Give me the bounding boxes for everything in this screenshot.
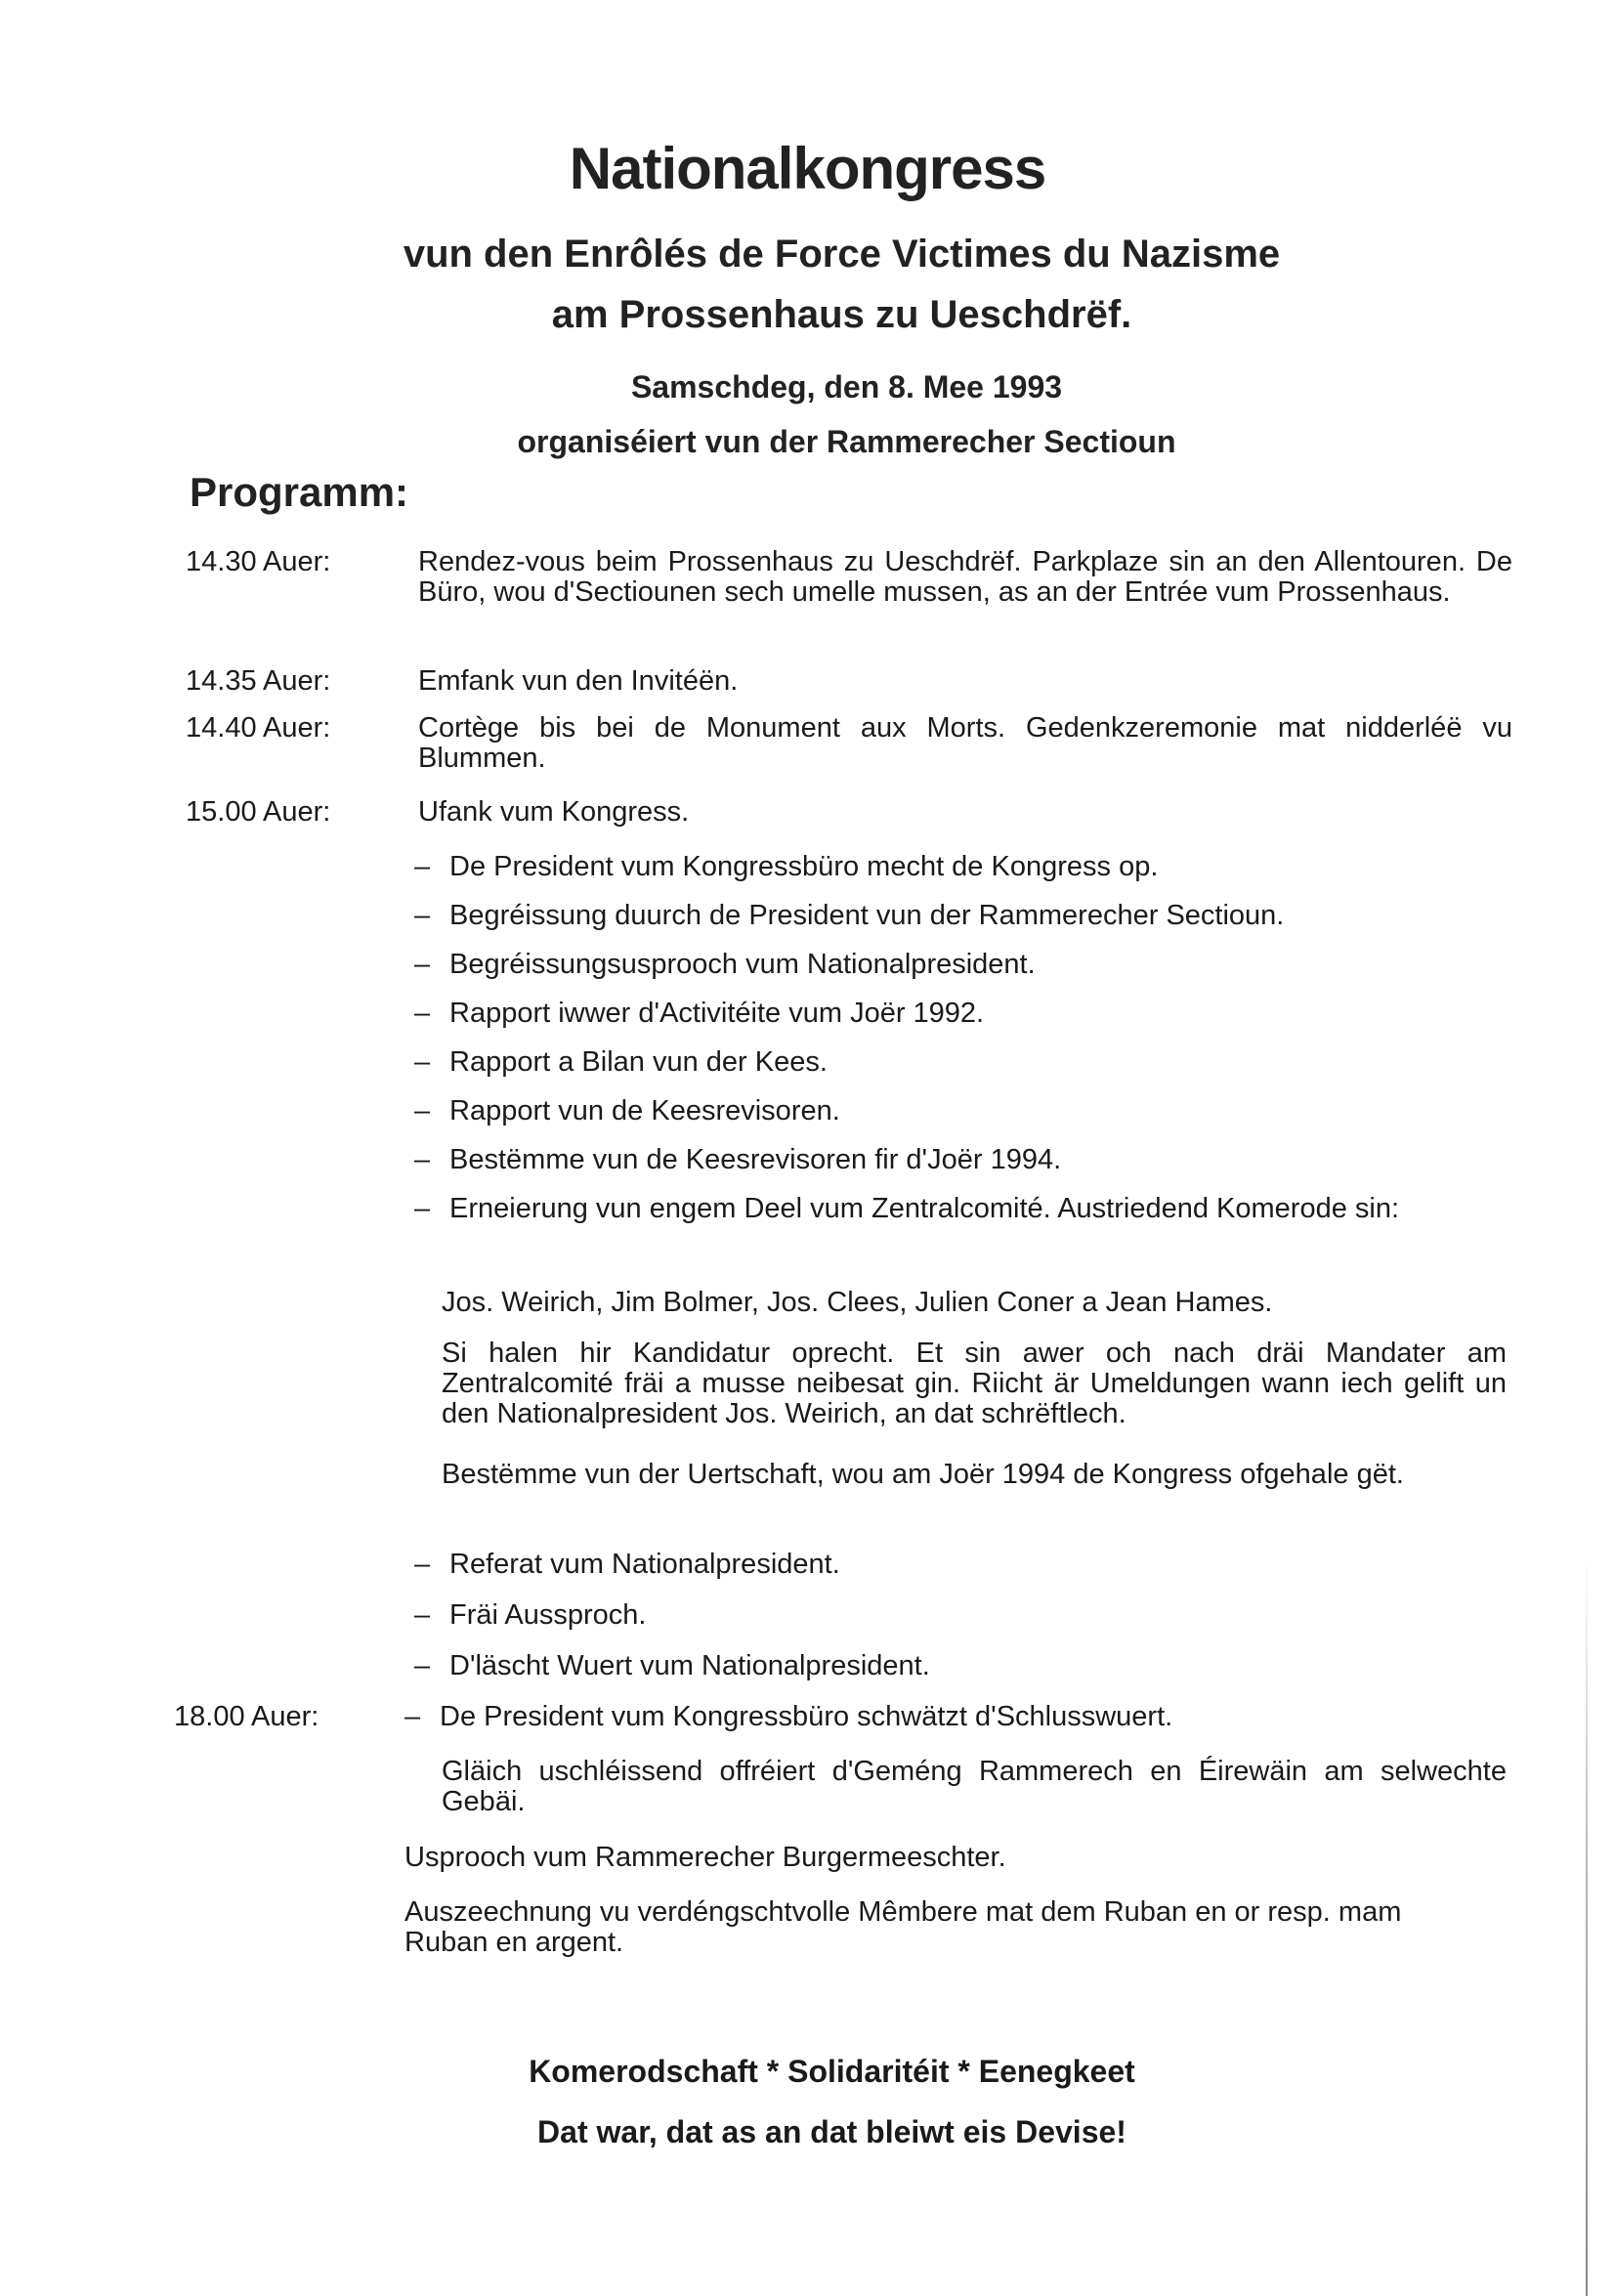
- dash: –: [414, 1193, 431, 1224]
- schedule-time: 14.30 Auer:: [186, 546, 331, 577]
- subtitle-organization: vun den Enrôlés de Force Victimes du Nazisme: [403, 233, 1281, 276]
- organizer-line: organiséiert vun der Rammerecher Sectioun: [517, 424, 1176, 459]
- schedule-time: 14.35 Auer:: [186, 665, 331, 697]
- location-note: Bestëmme vun der Uertschaft, wou am Joër 1994 de Kongress ofgehale gët.: [442, 1459, 1404, 1490]
- dash: –: [414, 1599, 431, 1631]
- subtitle-venue: am Prossenhaus zu Ueschdrëf.: [551, 293, 1132, 336]
- page-title: Nationalkongress: [569, 136, 1046, 201]
- awards-note: Auszeechnung vu verdéngschtvolle Mêmbere mat dem Ruban en or resp. mam Ruban en argent.: [404, 1896, 1402, 1958]
- schedule-text: Cortège bis bei de Monument aux Morts. Gedenkzeremonie mat nidderléë vu Blummen.: [418, 712, 1512, 774]
- dash: –: [414, 1046, 431, 1078]
- schedule-time: 18.00 Auer:: [174, 1701, 319, 1732]
- mayor-speech: Usprooch vum Rammerecher Burgermeeschter.: [404, 1842, 1006, 1873]
- schedule-text: Emfank vun den Invitéën.: [418, 665, 739, 697]
- schedule-time: 14.40 Auer:: [186, 712, 331, 744]
- motto: Komerodschaft * Solidaritéit * Eenegkeet: [529, 2054, 1135, 2089]
- reception-note: Gläich uschléissend offréiert d'Geméng Rammerech en Éirewäin am selwechte Gebäi.: [442, 1756, 1507, 1817]
- candidacy-note: Si halen hir Kandidatur oprecht. Et sin awer och nach dräi Mandater am Zentralcomité fräi a musse neibesat gin. Riicht är Umeldungen wann iech gelift un den Nationalpresident Jos. Weirich, an dat schrëftlech.: [442, 1338, 1507, 1429]
- scan-edge-line: [1586, 1553, 1588, 2296]
- dash: –: [414, 1549, 431, 1580]
- dash: –: [414, 998, 431, 1029]
- schedule-text: Rendez-vous beim Prossenhaus zu Ueschdrëf. Parkplaze sin an den Allentouren. De Büro, wou d'Sectiounen sech umelle mussen, as an der Entrée vum Prossenhaus.: [418, 546, 1512, 608]
- dash: –: [414, 851, 431, 882]
- dash: –: [414, 1650, 431, 1681]
- dash: –: [414, 1144, 431, 1175]
- dash: –: [404, 1701, 421, 1732]
- event-date: Samschdeg, den 8. Mee 1993: [630, 369, 1063, 404]
- program-heading: Programm:: [190, 469, 409, 515]
- slogan: Dat war, dat as an dat bleiwt eis Devise!: [537, 2114, 1126, 2149]
- dash: –: [414, 949, 431, 980]
- schedule-time: 15.00 Auer:: [186, 796, 331, 828]
- members-leaving: Jos. Weirich, Jim Bolmer, Jos. Clees, Julien Coner a Jean Hames.: [442, 1287, 1273, 1318]
- dash: –: [414, 900, 431, 931]
- schedule-text: Ufank vum Kongress.: [418, 796, 690, 828]
- document-page: Nationalkongress vun den Enrôlés de Force Victimes du Nazisme am Prossenhaus zu Ueschdrëf. Samschdeg, den 8. Mee 1993 organiséiert vun der Rammerecher Sectioun Programm: 14.30 Auer: Rendez-vous beim Prossenhaus zu Ueschdrëf. Parkplaze sin an den Allentouren. De Büro, wou d'Sectiounen sech umelle mussen, as an der Entrée vum Prossenhaus. 14.35 Auer: Emfank vun den Invitéën. 14.40 Auer: Cortège bis bei de Monument aux Morts. Gedenkzeremonie mat nidderléë vu Blummen. 15.00 Auer: Ufank vum Kongress. – De President vum Kongressbüro mecht de Kongress op. – Begréissung duurch de President vun der Rammerecher Sectioun. – Begréissungsusprooch vum Nationalpresident. – Rapport iwwer d'Activitéite vum Joër 1992. – Rapport a Bilan vun der Kees. – Rapport vun de Keesrevisoren. – Bestëmme vun de Keesrevisoren fir d'Joër 1994. – Erneierung vun engem Deel vum Zentralcomité. Austriedend Komerode sin: Jos. Weirich, Jim Bolmer, Jos. Clees, Julien Coner a Jean Hames. Si halen hir Kandidatur oprecht. Et sin awer och nach dräi Mandater am Zentralcomité fräi a musse neibesat gin. Riicht är Umeldungen wann iech gelift un den Nationalpresident Jos. Weirich, an dat schrëftlech. Bestëmme vun der Uertschaft, wou am Joër 1994 de Kongress ofgehale gët. – Referat vum Nationalpresident. – Fräi Aussproch. – D'läscht Wuert vum Nationalpresident. 18.00 Auer: – De President vum Kongressbüro schwätzt d'Schlusswuert. Gläich uschléissend offréiert d'Geméng Rammerech en Éirewäin am selwechte Gebäi. Usprooch vum Rammerecher Burgermeeschter. Auszeechnung vu verdéngschtvolle Mêmbere mat dem Ruban en or resp. mam Ruban en argent. Komerodschaft * Solidaritéit * Eenegkeet Dat war, dat as an dat bleiwt eis Devise!: [0, 0, 1615, 2284]
- dash: –: [414, 1095, 431, 1127]
